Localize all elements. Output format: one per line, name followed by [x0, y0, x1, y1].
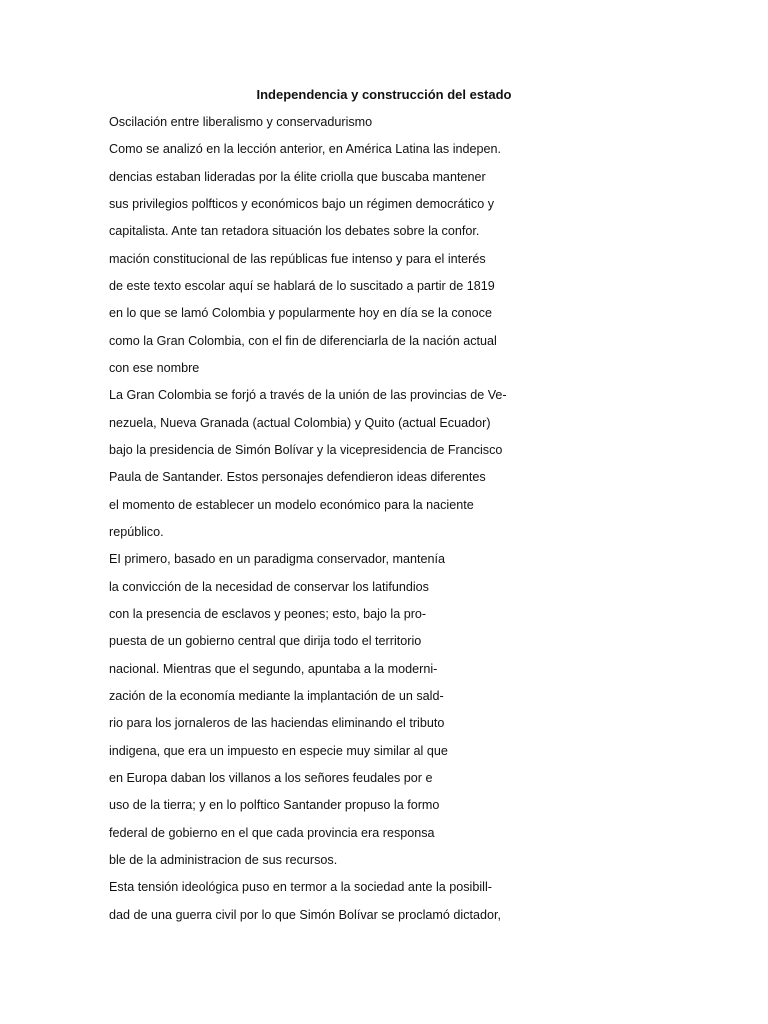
- text-line: capitalista. Ante tan retadora situación los debates sobre la confor.: [109, 224, 480, 239]
- text-line: mación constitucional de las repúblicas fue intenso y para el interés: [109, 251, 486, 266]
- text-line: Como se analizó en la lección anterior, en América Latina las indepen.: [109, 142, 502, 157]
- text-line: puesta de un gobierno central que dirija todo el territorio: [109, 634, 422, 649]
- text-line: dencias estaban lideradas por la élite criolla que buscaba mantener: [109, 169, 486, 184]
- text-line: como la Gran Colombia, con el fin de diferenciarla de la nación actual: [109, 333, 497, 348]
- text-line: repúblico.: [109, 524, 164, 539]
- text-line: nezuela, Nueva Granada (actual Colombia) y Quito (actual Ecuador): [109, 415, 491, 430]
- text-line: en lo que se lamó Colombia y popularmente hoy en día se la conoce: [109, 306, 492, 321]
- text-line: sus privilegios polfticos y económicos bajo un régimen democrático y: [109, 196, 494, 211]
- text-line: bajo la presidencia de Simón Bolívar y la vicepresidencia de Francisco: [109, 442, 503, 457]
- text-line: ble de la administracion de sus recursos.: [109, 852, 338, 867]
- text-line: zación de la economía mediante la implantación de un sald-: [109, 688, 444, 703]
- text-line: la convicción de la necesidad de conservar los latifundios: [109, 579, 429, 594]
- text-line: Paula de Santander. Estos personajes defendieron ideas diferentes: [109, 470, 486, 485]
- text-line: Oscilación entre liberalismo y conservadurismo: [109, 115, 373, 129]
- text-line: EI primero, basado en un paradigma conservador, mantenía: [109, 552, 446, 567]
- text-line: La Gran Colombia se forjó a través de la unión de las provincias de Ve-: [109, 388, 507, 403]
- text-line: el momento de establecer un modelo económico para la naciente: [109, 497, 474, 512]
- text-line: nacional. Mientras que el segundo, apuntaba a la moderni-: [109, 661, 438, 676]
- text-line: rio para los jornaleros de las haciendas eliminando el tributo: [109, 716, 445, 731]
- text-line: con la presencia de esclavos y peones; esto, bajo la pro-: [109, 606, 427, 621]
- text-line: Esta tensión ideológica puso en termor a la sociedad ante la posibill-: [109, 880, 492, 895]
- text-line: federal de gobierno en el que cada provincia era responsa: [109, 825, 435, 840]
- document-title: Independencia y construcción del estado: [256, 87, 512, 102]
- text-line: dad de una guerra civil por lo que Simón Bolívar se proclamó dictador,: [109, 907, 502, 922]
- document-body: [109, 113, 539, 933]
- text-line: de este texto escolar aquí se hablará de lo suscitado a partir de 1819: [109, 278, 495, 293]
- text-line: uso de la tierra; y en lo polftico Santander propuso la formo: [109, 798, 440, 813]
- text-line: en Europa daban los villanos a los señores feudales por e: [109, 770, 433, 785]
- text-line: indigena, que era un impuesto en especie muy similar al que: [109, 743, 448, 758]
- text-line: con ese nombre: [109, 360, 200, 375]
